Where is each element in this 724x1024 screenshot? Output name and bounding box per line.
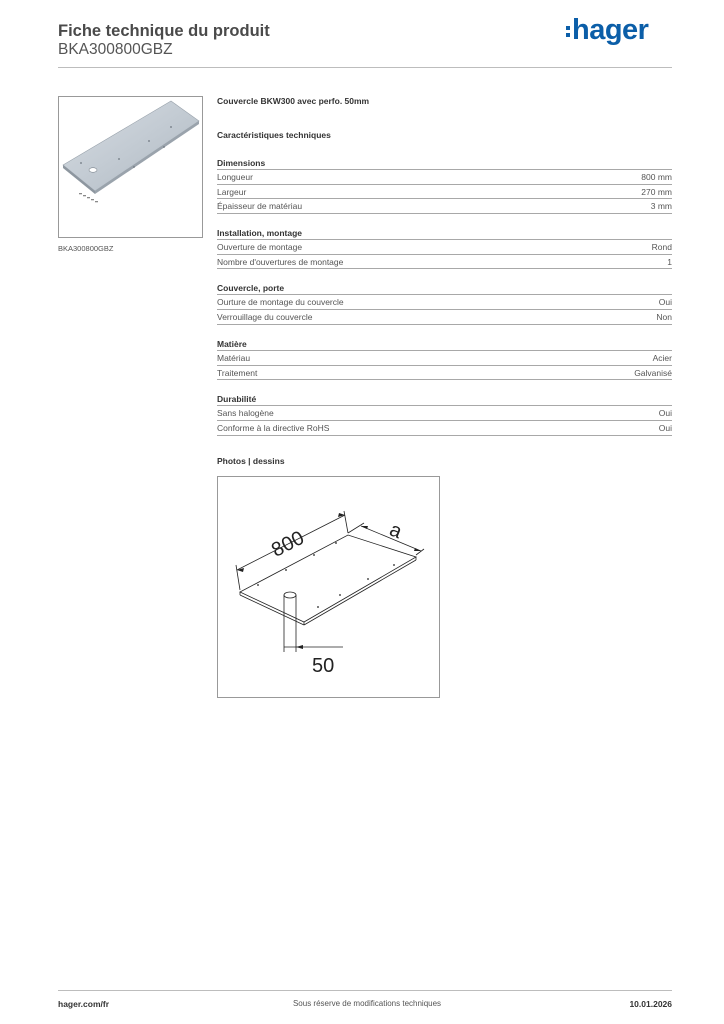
cover-plate-photo-icon xyxy=(59,97,202,237)
product-code: BKA300800GBZ xyxy=(58,41,173,58)
spec-value: Oui xyxy=(658,422,672,433)
logo-dots-icon xyxy=(566,23,570,40)
spec-row xyxy=(217,421,672,436)
spec-label: Conforme à la directive RoHS xyxy=(217,422,330,433)
spec-label: Longueur xyxy=(217,172,253,182)
group-title: Matière xyxy=(217,338,672,351)
group-dimensions xyxy=(217,157,672,214)
spec-row xyxy=(217,240,672,255)
spec-label: Matériau xyxy=(217,352,251,363)
product-photo xyxy=(58,96,203,238)
spec-label: Nombre d'ouvertures de montage xyxy=(217,256,344,267)
photos-section-title: Photos | dessins xyxy=(217,455,285,466)
spec-row xyxy=(217,199,672,214)
spec-label: Ouverture de montage xyxy=(217,242,303,253)
spec-row xyxy=(217,351,672,366)
spec-value: Oui xyxy=(658,408,672,419)
group-matiere xyxy=(217,338,672,380)
spec-value: 1 xyxy=(667,256,672,267)
footer-divider xyxy=(58,990,672,991)
spec-row xyxy=(217,185,672,200)
spec-value: 270 mm xyxy=(641,186,672,197)
spec-row xyxy=(217,170,672,185)
spec-label: Verrouillage du couvercle xyxy=(217,312,313,323)
group-installation xyxy=(217,227,672,269)
spec-label: Ourture de montage du couvercle xyxy=(217,297,344,308)
spec-column xyxy=(217,96,672,698)
group-title: Dimensions xyxy=(217,157,672,170)
group-couvercle xyxy=(217,282,672,324)
spec-value: Galvanisé xyxy=(634,367,672,378)
spec-label: Sans halogène xyxy=(217,408,274,419)
logo-text: hager xyxy=(572,14,649,46)
spec-value: Acier xyxy=(652,352,672,363)
photo-caption: BKA300800GBZ xyxy=(58,244,114,253)
header-divider xyxy=(58,67,672,68)
dimension-drawing xyxy=(217,476,440,698)
footer-website-link[interactable]: hager.com/fr xyxy=(58,999,110,1009)
spec-value: 3 mm xyxy=(650,201,672,212)
spec-row xyxy=(217,255,672,270)
footer-date: 10.01.2026 xyxy=(629,999,672,1009)
spec-label: Largeur xyxy=(217,186,247,197)
hole-offset-label: 50 xyxy=(312,654,335,677)
group-title: Couvercle, porte xyxy=(217,282,672,295)
spec-label: Traitement xyxy=(217,367,258,378)
spec-label: Épaisseur de matériau xyxy=(217,201,303,212)
spec-row xyxy=(217,366,672,381)
group-title: Durabilité xyxy=(217,393,672,406)
dimension-drawing-icon xyxy=(218,477,439,697)
group-title: Installation, montage xyxy=(217,227,672,240)
product-title: Couvercle BKW300 avec perfo. 50mm xyxy=(217,96,370,106)
tech-section-title: Caractéristiques techniques xyxy=(217,130,331,140)
length-label: 800 xyxy=(268,526,308,562)
spec-row xyxy=(217,310,672,325)
spec-value: 800 mm xyxy=(641,172,672,182)
spec-value: Oui xyxy=(658,297,672,308)
spec-value: Rond xyxy=(651,242,672,253)
spec-value: Non xyxy=(656,312,672,323)
spec-row xyxy=(217,295,672,310)
page-title: Fiche technique du produit xyxy=(58,22,270,40)
hager-logo xyxy=(566,14,648,47)
group-durabilite xyxy=(217,393,672,435)
width-label: a xyxy=(386,518,405,543)
spec-row xyxy=(217,406,672,421)
footer-disclaimer: Sous réserve de modifications techniques xyxy=(292,999,442,1008)
